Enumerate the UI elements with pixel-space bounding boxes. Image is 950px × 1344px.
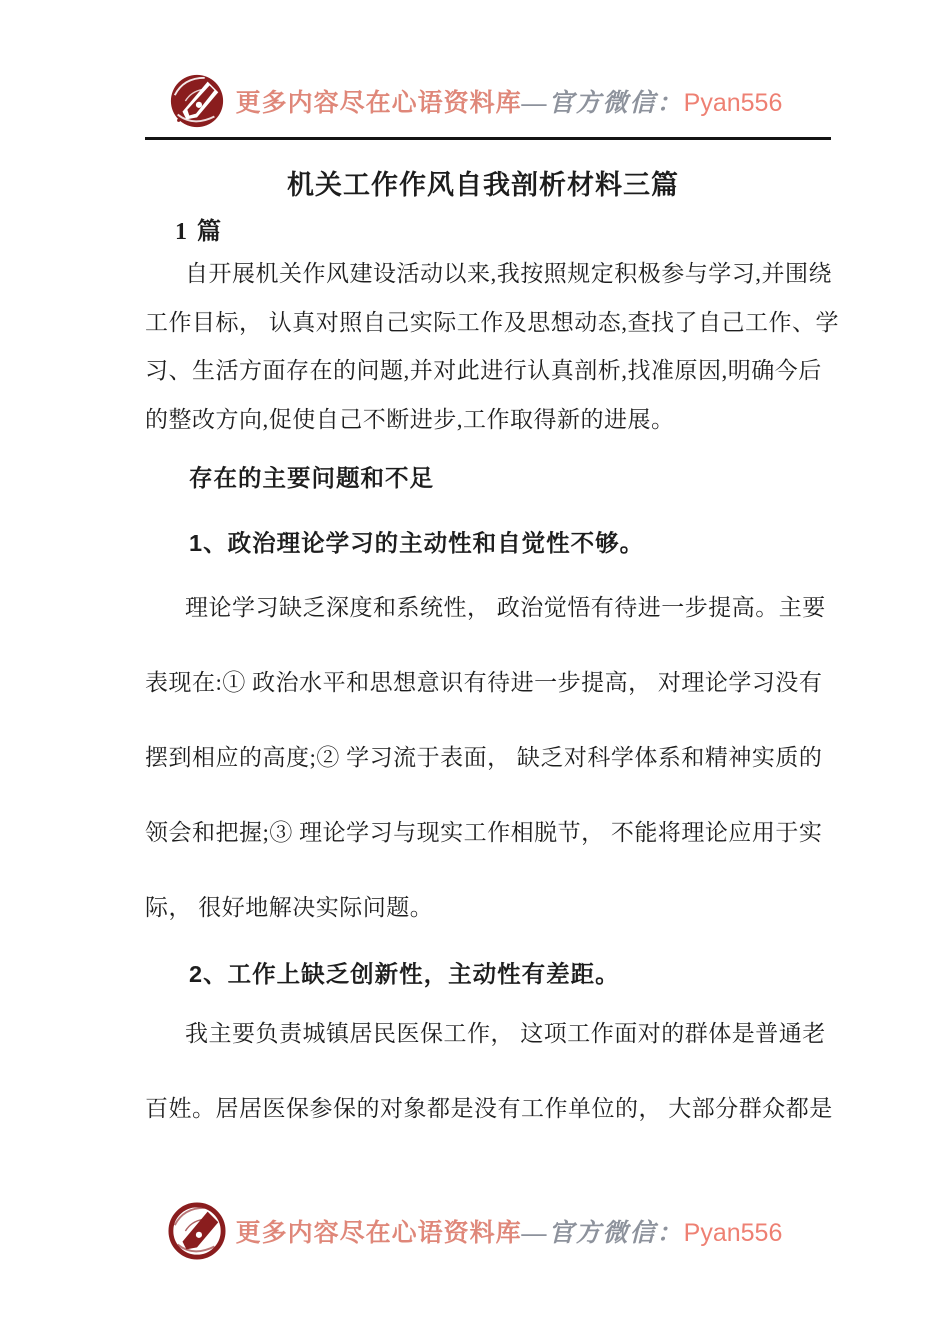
paragraph-1 [145, 250, 839, 444]
paragraph-3 [145, 996, 833, 1146]
brand-slogan: 更多内容尽在心语资料库 [235, 90, 522, 117]
header-brand-text [236, 83, 783, 119]
footer-brand-text [236, 1213, 783, 1249]
header-divider [145, 137, 831, 140]
wechat-id: Pyan556 [683, 89, 783, 117]
paragraph-line: 的整改方向,促使自己不断进步,工作取得新的进展。 [145, 406, 675, 432]
paragraph-line: 工作目标， 认真对照自己实际工作及思想动态,查找了自己工作、学 [145, 309, 839, 335]
section-label: 1 篇 [175, 219, 223, 245]
heading-main-issues: 存在的主要问题和不足 [189, 465, 434, 491]
pen-nib-logo-icon [168, 1202, 226, 1260]
paragraph-line: 理论学习缺乏深度和系统性， 政治觉悟有待进一步提高。主要 [185, 595, 826, 620]
header-brand-bar [0, 72, 950, 130]
heading-issue-2: 2、工作上缺乏创新性，主动性有差距。 [189, 961, 620, 987]
pen-nib-logo-icon [168, 72, 226, 130]
brand-slogan: 更多内容尽在心语资料库 [235, 1220, 522, 1247]
heading-issue-1: 1、政治理论学习的主动性和自觉性不够。 [189, 530, 645, 556]
paragraph-line: 我主要负责城镇居民医保工作， 这项工作面对的群体是普通老 [185, 1021, 826, 1046]
paragraph-line: 摆到相应的高度;② 学习流于表面， 缺乏对科学体系和精神实质的 [145, 745, 823, 770]
paragraph-line: 际， 很好地解决实际问题。 [145, 895, 434, 920]
page-title: 机关工作作风自我剖析材料三篇 [287, 170, 679, 200]
paragraph-line: 自开展机关作风建设活动以来,我按照规定积极参与学习,并围绕 [185, 261, 832, 286]
paragraph-line: 百姓。居居医保参保的对象都是没有工作单位的， 大部分群众都是 [145, 1096, 833, 1121]
paragraph-line: 领会和把握;③ 理论学习与现实工作相脱节， 不能将理论应用于实 [145, 820, 823, 845]
wechat-label: 官方微信： [548, 90, 684, 117]
paragraph-2 [145, 570, 826, 945]
brand-separator: — [521, 90, 549, 117]
paragraph-line: 表现在:① 政治水平和思想意识有待进一步提高， 对理论学习没有 [145, 670, 823, 695]
wechat-label: 官方微信： [548, 1220, 684, 1247]
wechat-id: Pyan556 [683, 1219, 783, 1247]
footer-brand-bar [0, 1202, 950, 1260]
brand-separator: — [521, 1220, 549, 1247]
paragraph-line: 习、生活方面存在的问题,并对此进行认真剖析,找准原因,明确今后 [145, 358, 822, 383]
